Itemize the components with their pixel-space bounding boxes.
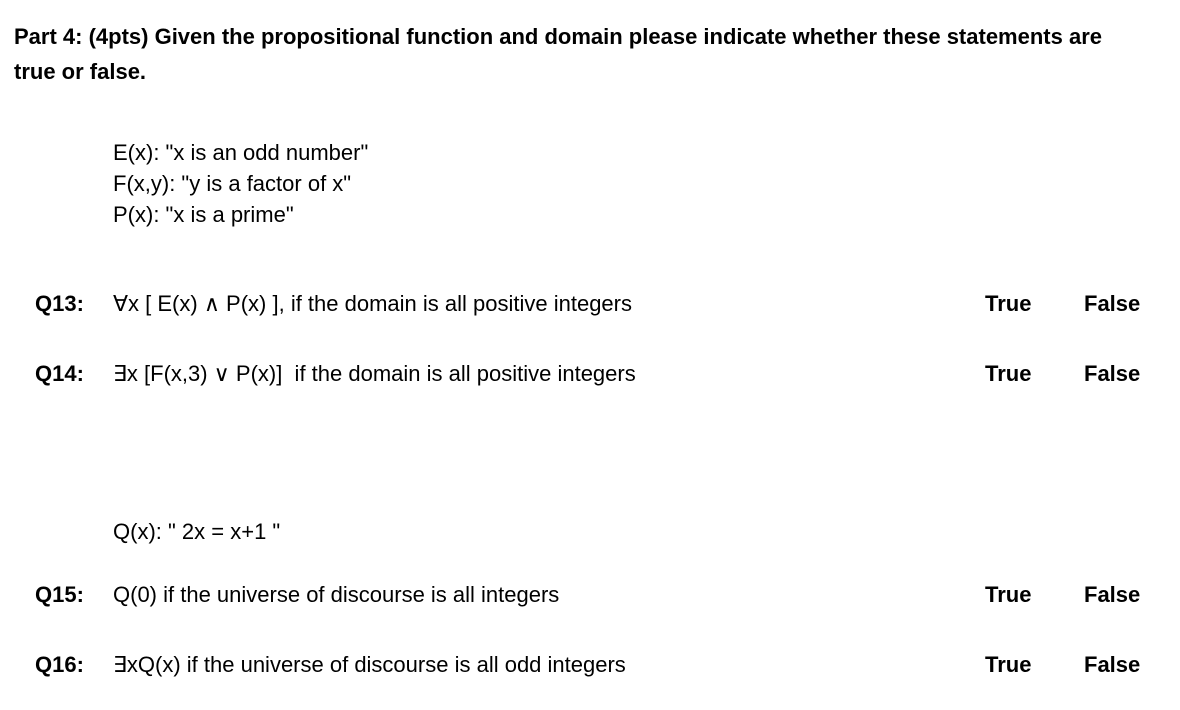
question-number: Q14: — [35, 361, 84, 386]
false-option[interactable]: False — [1084, 291, 1141, 316]
question-statement: ∃x [F(x,3) ∨ P(x)] if the domain is all positive integers — [113, 361, 636, 386]
true-option[interactable]: True — [985, 361, 1032, 386]
definition-e: E(x): "x is an odd number" — [113, 140, 369, 165]
false-option[interactable]: False — [1084, 652, 1141, 677]
question-row-q14 — [35, 361, 1165, 391]
false-option[interactable]: False — [1084, 582, 1141, 607]
part-heading: Part 4: (4pts) Given the propositional function and domain please indicate whether these statements are true or false. — [14, 24, 1103, 84]
definition-p: P(x): "x is a prime" — [113, 202, 294, 227]
question-statement: ∃xQ(x) if the universe of discourse is all odd integers — [113, 652, 626, 677]
true-option[interactable]: True — [985, 291, 1032, 316]
question-statement: ∀x [ E(x) ∧ P(x) ], if the domain is all positive integers — [113, 291, 632, 316]
question-row-q15 — [35, 582, 1165, 612]
definition-f: F(x,y): "y is a factor of x" — [113, 171, 352, 196]
question-number: Q13: — [35, 291, 84, 316]
question-number: Q15: — [35, 582, 84, 607]
true-option[interactable]: True — [985, 652, 1032, 677]
question-statement: Q(0) if the universe of discourse is all integers — [113, 582, 560, 607]
definition-q: Q(x): " 2x = x+1 " — [113, 519, 281, 544]
question-row-q16 — [35, 652, 1165, 682]
question-number: Q16: — [35, 652, 84, 677]
question-row-q13 — [35, 291, 1165, 321]
definitions-block — [113, 137, 368, 230]
false-option[interactable]: False — [1084, 361, 1141, 386]
true-option[interactable]: True — [985, 582, 1032, 607]
